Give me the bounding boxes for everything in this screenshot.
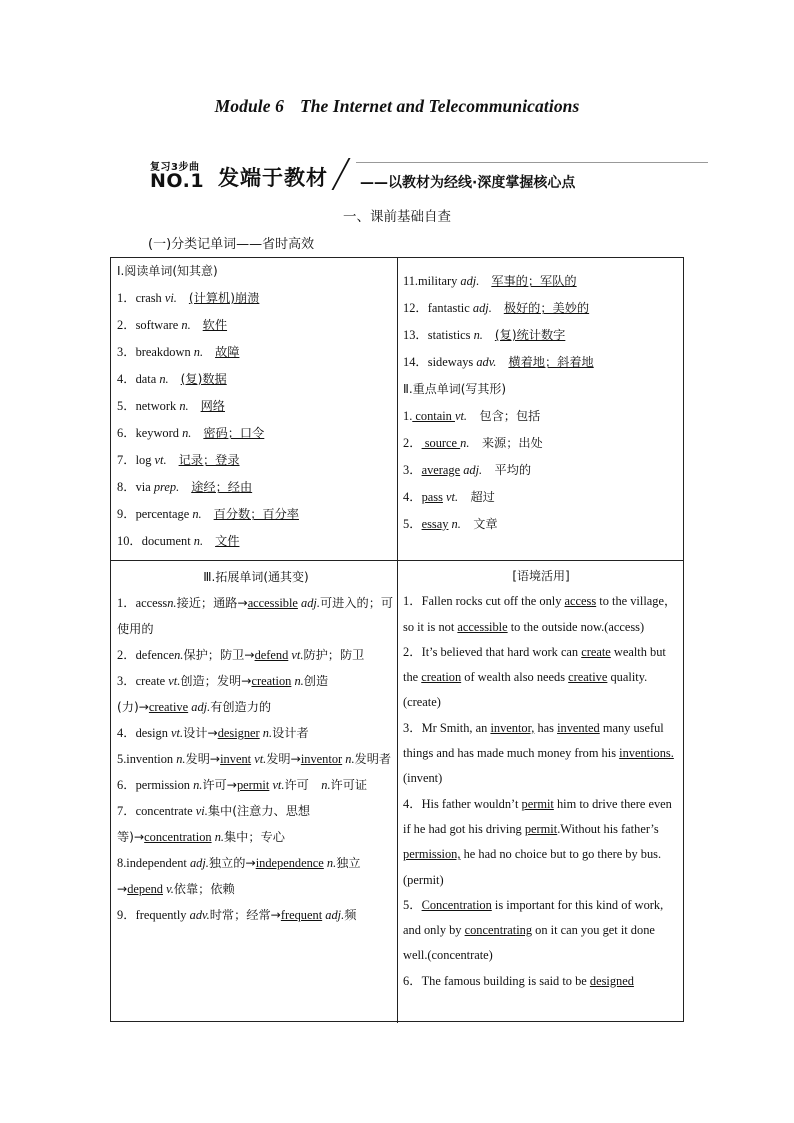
table-divider xyxy=(397,560,398,1023)
banner-step: 复习3步曲 xyxy=(150,162,200,173)
banner-heading: 发端于教材 xyxy=(218,166,328,190)
key-words-column xyxy=(403,268,681,538)
list-item: 4．data n. (复)数据 xyxy=(117,372,227,386)
list-item: 5.invention n.发明→invent vt.发明→inventor n.发明者 xyxy=(117,752,392,766)
list-item: 6．The famous building is said to be designed xyxy=(403,973,634,988)
list-item: 3．breakdown n. 故障 xyxy=(117,345,240,359)
page-title: Module 6 The Internet and Telecommunications xyxy=(214,96,580,116)
list-item: 8．via prep. 途经；经由 xyxy=(117,480,253,494)
context-column xyxy=(403,564,679,994)
banner-slogan: ——以教材为经线·深度掌握核心点 xyxy=(360,175,576,191)
list-item: 7．concentrate vi.集中(注意力、思想等)→concentration n.集中；专心 xyxy=(117,804,311,844)
banner-rule xyxy=(356,162,708,163)
section-banner xyxy=(150,156,710,192)
extended-words-column xyxy=(117,564,395,928)
vocabulary-table xyxy=(110,257,684,1022)
table-divider xyxy=(397,258,398,560)
extended-header: Ⅲ.拓展单词(通其变) xyxy=(203,570,309,584)
list-item: 2．defencen.保护；防卫→defend vt.防护；防卫 xyxy=(117,648,365,662)
list-item: 1．Fallen rocks cut off the only access to the village，so it is not accessible to the outside now.(access) xyxy=(403,594,677,634)
list-item: 5．Concentration is important for this kind of work, and only by concentrating on it can you get it done well.(concentrate) xyxy=(403,897,664,963)
list-item: 11.military adj. 军事的；军队的 xyxy=(403,274,577,288)
list-item: 13．statistics n. (复)统计数字 xyxy=(403,328,566,342)
list-item: 4．His father wouldn’t permit him to drive there even if he had got his driving permit.Without his father’s permission, he had no choice but to go there by bus.(permit) xyxy=(403,796,672,887)
section-title: 一、课前基础自查 xyxy=(343,209,451,225)
list-item: 10．document n. 文件 xyxy=(117,534,240,548)
subsection-title: (一)分类记单词——省时高效 xyxy=(148,237,315,252)
context-header: [语境活用] xyxy=(512,569,570,583)
key-header: Ⅱ.重点单词(写其形) xyxy=(403,382,507,396)
list-item: 3．average adj. 平均的 xyxy=(403,463,532,477)
list-item: 2． source n. 来源；出处 xyxy=(403,436,543,450)
list-item: 6．permission n.许可→permit vt.许可 n.许可证 xyxy=(117,778,368,792)
reading-header: Ⅰ.阅读单词(知其意) xyxy=(117,264,218,278)
banner-number: NO.1 xyxy=(150,170,205,192)
list-item: 8.independent adj.独立的→independence n.独立→depend v.依靠；依赖 xyxy=(117,856,361,896)
list-item: 2．software n. 软件 xyxy=(117,318,228,332)
list-item: 9．frequently adv.时常；经常→frequent adj.频 xyxy=(117,908,357,922)
list-item: 4．design vt.设计→designer n.设计者 xyxy=(117,726,309,740)
list-item: 4．pass vt. 超过 xyxy=(403,490,495,504)
list-item: 7．log vt. 记录；登录 xyxy=(117,453,240,467)
list-item: 3．Mr Smith, an inventor, has invented many useful things and has made much money from his inventions.(invent) xyxy=(403,720,674,786)
list-item: 1．accessn.接近；通路→accessible adj.可进入的；可使用的 xyxy=(117,596,394,636)
list-item: 12．fantastic adj. 极好的；美妙的 xyxy=(403,301,590,315)
list-item: 5．network n. 网络 xyxy=(117,399,225,413)
list-item: 6．keyword n. 密码；口令 xyxy=(117,426,265,440)
list-item: 2．It’s believed that hard work can create wealth but the creation of wealth also needs creative quality.(create) xyxy=(403,644,666,710)
list-item: 1．crash vi. (计算机)崩溃 xyxy=(117,291,260,305)
list-item: 3．create vt.创造；发明→creation n.创造(力)→creative adj.有创造力的 xyxy=(117,674,329,714)
list-item: 14．sideways adv. 横着地；斜着地 xyxy=(403,355,594,369)
list-item: 9．percentage n. 百分数；百分率 xyxy=(117,507,299,521)
reading-words-column xyxy=(117,258,395,555)
list-item: 5．essay n. 文章 xyxy=(403,517,498,531)
banner-slash-divider xyxy=(331,158,350,190)
list-item: 1. contain vt. 包含；包括 xyxy=(403,409,541,423)
